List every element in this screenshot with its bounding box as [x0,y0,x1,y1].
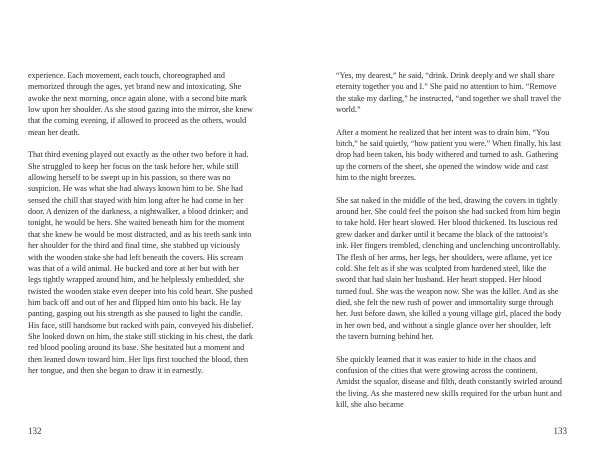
left-page-text [28,70,254,388]
right-page [300,0,600,463]
paragraph: She quickly learned that it was easier to hide in the chaos and confusion of the cities that were growing across the continent. Amidst the squalor, disease and filth, death constantly swirled around the living. As she mastered new skills required for the urban hunt and kill, she also became [336,354,562,409]
paragraph: She sat naked in the middle of the bed, drawing the covers in tightly around her. She could feel the poison she had sucked from him begin to take hold. Her heart slowed. Her blood thickened. Its luscious red grew darker and darker until it became the black of the tattooist’s ink. Her fingers trembled, clenching and unclenching uncontrollably. The flesh of her arms, her legs, her shoulders, were aflame, yet ice cold. She felt as if she was sculpted from hardened steel, like the sword that had slain her husband. Her heart stopped. Her blood turned foul. She was the weapon now. She was the killer. And as she died, she felt the new rush of power and immortality surge through her. Just before dawn, she killed a young village girl, placed the body in her own bed, and without a single glance over her shoulder, left the tavern burning behind her. [336,195,562,341]
paragraph: experience. Each movement, each touch, choreographed and memorized through the ages, yet brand new and intoxicating. She awoke the next morning, once again alone, with a second bite mark low upon her shoulder. As she stood gazing into the mirror, she knew that the coming evening, if allowed to proceed as the others, would mean her death. [28,71,253,137]
page-number-left: 132 [28,426,42,436]
right-page-text [336,70,562,422]
page-number-right: 133 [553,426,567,436]
paragraph: After a moment he realized that her intent was to drain him. “You bitch,” he said quietly, “how patient you were.” When finally, his last drop had been taken, his body withered and turned to ash. Gathering up the corners of the sheet, she opened the window wide and cast him to the night breezes. [336,127,562,183]
paragraph: That third evening played out exactly as the other two before it had. She struggled to keep her focus on the task before her, while still allowing herself to be swept up in his passion, so there was no suspicion. He was what she had always known him to be. She had sensed the chill that stayed with him long after he had come in her door. A denizen of the darkness, a nightwalker, a blood drinker; and tonight, he would be hers. She waited beneath him for the moment that she knew he would be most distracted, and as his teeth sank into her shoulder for the third and final time, she stabbed up viciously with the wooden stake she had left beneath the covers. His scream was that of a wild animal. He bucked and tore at her but with her legs tightly wrapped around him, and he helplessly embedded, she twisted the wooden stake even deeper into his cold heart. She pushed him back off and out of her and flipped him onto his back. He lay panting, gasping out his strength as she paused to light the candle. His face, still handsome but racked with pain, conveyed his disbelief. She looked down on him, the stake still sticking in his chest, the dark red blood pooling around its base. She hesitated but a moment and then leaned down toward him. Her lips first touched the blood, then her tongue, and then she began to draw it in earnestly. [28,150,254,375]
paragraph: “Yes, my dearest,” he said, “drink. Drink deeply and we shall share eternity together you and I.” She paid no attention to him. “Remove the stake my darling,” he instructed, “and together we shall travel the world.” [336,71,561,115]
